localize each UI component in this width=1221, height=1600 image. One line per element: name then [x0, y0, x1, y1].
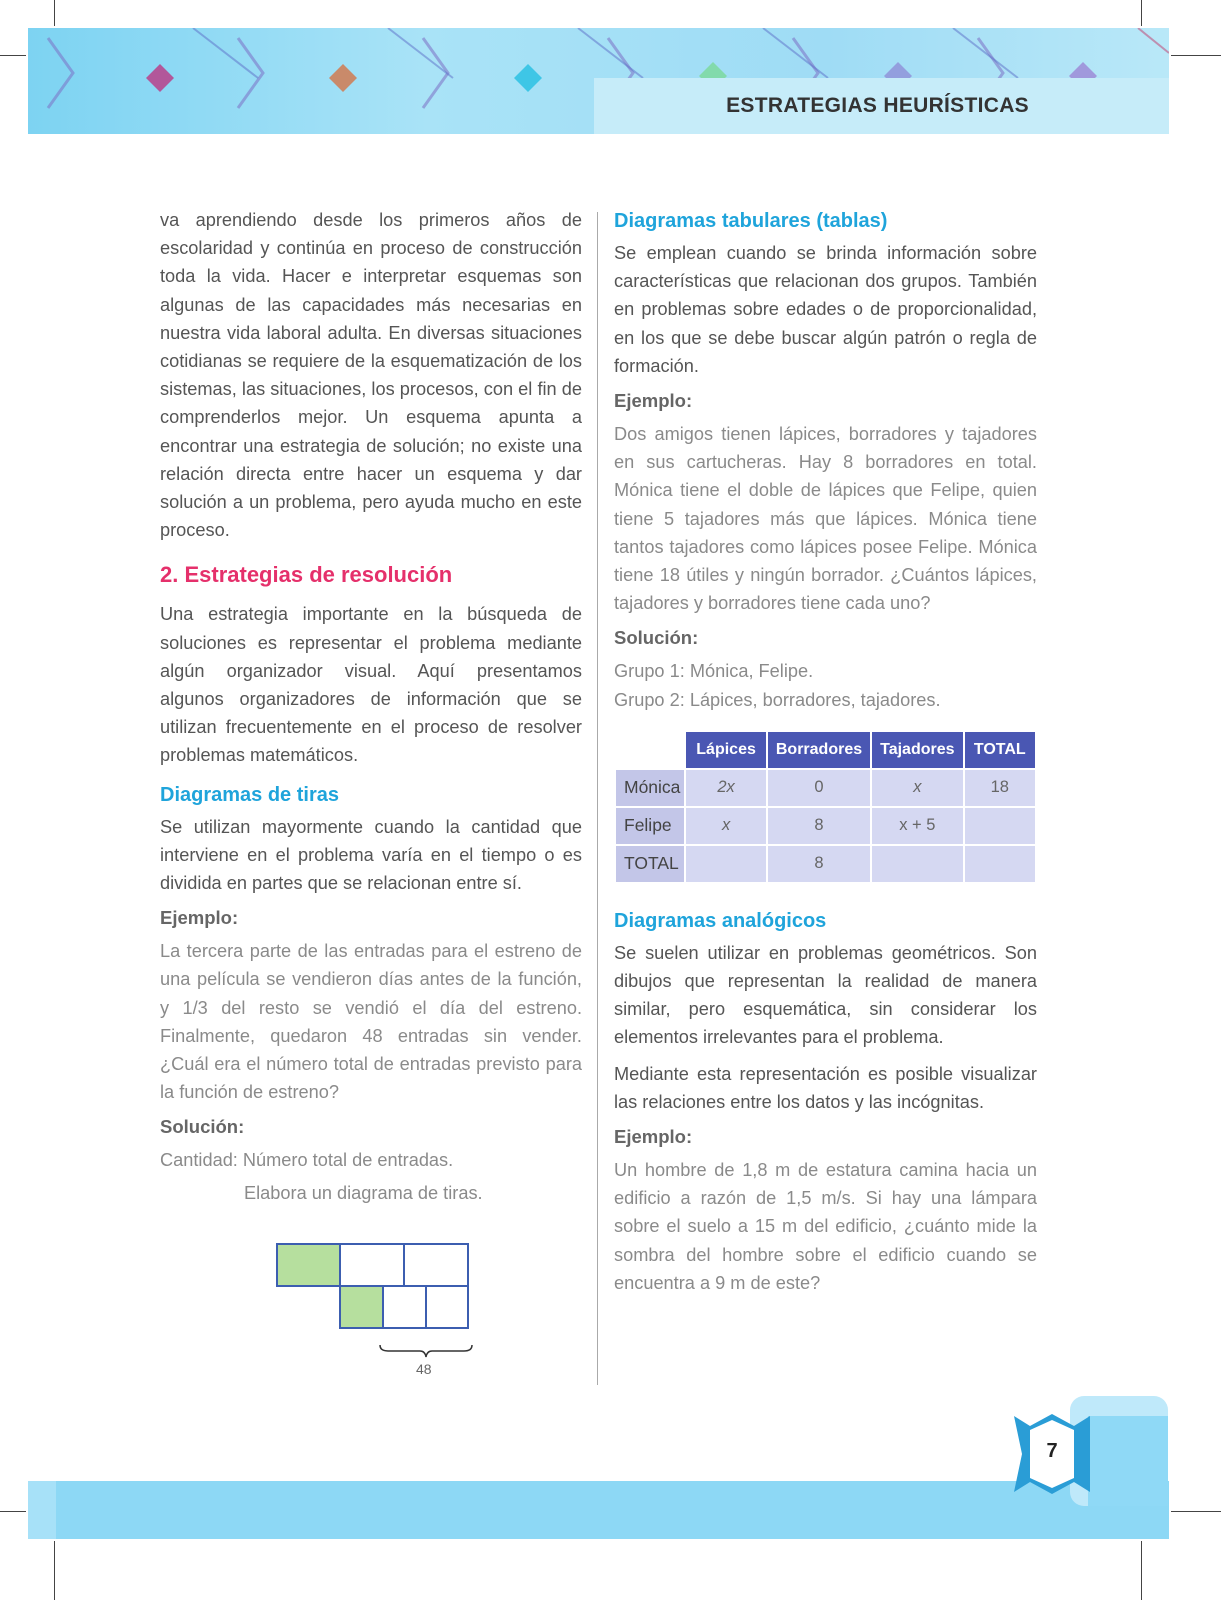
crop-mark [0, 1511, 26, 1512]
group-1: Grupo 1: Mónica, Felipe. [614, 661, 814, 682]
crop-mark [1171, 1511, 1221, 1512]
table-corner [616, 732, 684, 768]
table-cell: 2x [686, 770, 766, 806]
crop-mark [1141, 1541, 1142, 1600]
table-cell [872, 846, 962, 882]
crop-mark [1171, 55, 1221, 56]
strip-cell-unsold [382, 1285, 427, 1329]
tiras-title: Diagramas de tiras [160, 783, 339, 806]
table-row [616, 770, 1035, 806]
table-cell: 0 [768, 770, 870, 806]
diagram-value-label: 48 [416, 1360, 432, 1377]
table-header: Lápices [686, 732, 766, 768]
table-cell: x + 5 [872, 808, 962, 844]
table-cell [686, 846, 766, 882]
page-number: 7 [1046, 1440, 1058, 1462]
solution-line-2: Elabora un diagrama de tiras. [244, 1182, 483, 1203]
footer-banner [28, 1481, 1169, 1539]
tablas-title: Diagramas tabulares (tablas) [614, 210, 888, 232]
example-label: Ejemplo: [614, 390, 693, 412]
strip-cell [339, 1243, 405, 1287]
header-title: ESTRATEGIAS HEURÍSTICAS [726, 94, 1029, 117]
table-cell: x [686, 808, 766, 844]
analog-title: Diagramas analógicos [614, 909, 827, 932]
table-cell: 8 [768, 846, 870, 882]
solution-line-1: Cantidad: Número total de entradas. [160, 1150, 454, 1171]
example-paragraph: Un hombre de 1,8 m de estatura camina hacia un edificio a razón de 1,5 m/s. Si hay una lámpara sobre el suelo a 15 m del edificio, ¿cuánto mide la sombra del hombre sobre el edificio cuando se encuentra a 9 m de este? [614, 1160, 1037, 1293]
left-column [160, 206, 582, 1382]
strip-cell-unsold [425, 1285, 469, 1329]
example-label: Ejemplo: [614, 1126, 693, 1148]
right-column [614, 206, 1037, 1297]
strip-cell-sold-before [276, 1243, 341, 1287]
tiras-paragraph: Se utilizan mayormente cuando la cantidad que interviene en el problema varía en el tiempo o es dividida en partes que se relacionan entre sí. [160, 816, 582, 894]
table-header: Tajadores [872, 732, 962, 768]
table-cell: 18 [965, 770, 1035, 806]
example-paragraph: Dos amigos tienen lápices, borradores y tajadores en sus cartucheras. Hay 8 borradores en total. Mónica tiene el doble de lápices que Felipe, quien tiene 5 tajadores más que lápices. Mónica tiene tantos tajadores como lápices posee Felipe. Mónica tiene 18 útiles y ningún borrador. ¿Cuántos lápices, tajadores y borradores tiene cada uno? [614, 424, 1037, 614]
header-banner [28, 28, 1169, 134]
analog-paragraph-1: Se suelen utilizar en problemas geométricos. Son dibujos que representan la realidad de manera similar, pero esquemática, sin considerar los elementos irrelevantes para el problema. [614, 942, 1037, 1048]
table-row [616, 808, 1035, 844]
solution-label: Solución: [614, 627, 699, 649]
crop-mark [0, 55, 26, 56]
data-table-wrap [614, 730, 1037, 884]
table-cell: 8 [768, 808, 870, 844]
data-table [614, 730, 1037, 884]
section-paragraph: Una estrategia importante en la búsqueda de soluciones es representar el problema mediante algún organizador visual. Aquí presentamos algunos organizadores de información que se utilizan frecuentemente en el proceso de resolver problemas matemáticos. [160, 604, 582, 766]
strip-diagram [160, 1207, 582, 1382]
table-header-row [616, 732, 1035, 768]
footer-accent [28, 1481, 56, 1539]
solution-label: Solución: [160, 1116, 245, 1138]
table-row [616, 846, 1035, 882]
column-divider [597, 212, 598, 1385]
crop-mark [54, 1541, 55, 1600]
strip-cell-sold-premiere [339, 1285, 384, 1329]
analog-paragraph-2: Mediante esta representación es posible visualizar las relaciones entre los datos y las incógnitas. [614, 1063, 1037, 1112]
section-title: 2. Estrategias de resolución [160, 562, 453, 588]
header-title-box [594, 78, 1169, 134]
group-2: Grupo 2: Lápices, borradores, tajadores. [614, 689, 941, 710]
table-header: Borradores [768, 732, 870, 768]
table-cell: x [872, 770, 962, 806]
table-cell [965, 846, 1035, 882]
example-paragraph: La tercera parte de las entradas para el estreno de una película se vendieron días antes de la función, y 1/3 del resto se vendió el día del estreno. Finalmente, quedaron 48 entradas sin vender. ¿Cuál era el número total de entradas previsto para la función de estreno? [160, 941, 582, 1103]
page-badge [1008, 1396, 1168, 1506]
crop-mark [1141, 0, 1142, 26]
table-cell [965, 808, 1035, 844]
row-label: Felipe [616, 808, 684, 844]
strip-cell [403, 1243, 469, 1287]
tablas-paragraph: Se emplean cuando se brinda información sobre características que relacionan dos grupos. También en problemas sobre edades o de proporcionalidad, en los que se debe buscar algún patrón o regla de formación. [614, 243, 1037, 376]
intro-paragraph: va aprendiendo desde los primeros años de escolaridad y continúa en proceso de construcción toda la vida. Hacer e interpretar esquemas son algunas de las capacidades más necesarias en nuestra vida laboral adulta. En diversas situaciones cotidianas se requiere de la esquematización de los sistemas, las situaciones, los procesos, con el fin de comprenderlos mejor. Un esquema apunta a encontrar una estrategia de solución; no existe una relación directa entre hacer un esquema y dar solución a un problema, pero ayuda mucho en este proceso. [160, 210, 582, 541]
brace-icon [378, 1343, 474, 1359]
crop-mark [54, 0, 55, 26]
row-label: TOTAL [616, 846, 684, 882]
example-label: Ejemplo: [160, 907, 239, 929]
table-header: TOTAL [965, 732, 1035, 768]
row-label: Mónica [616, 770, 684, 806]
